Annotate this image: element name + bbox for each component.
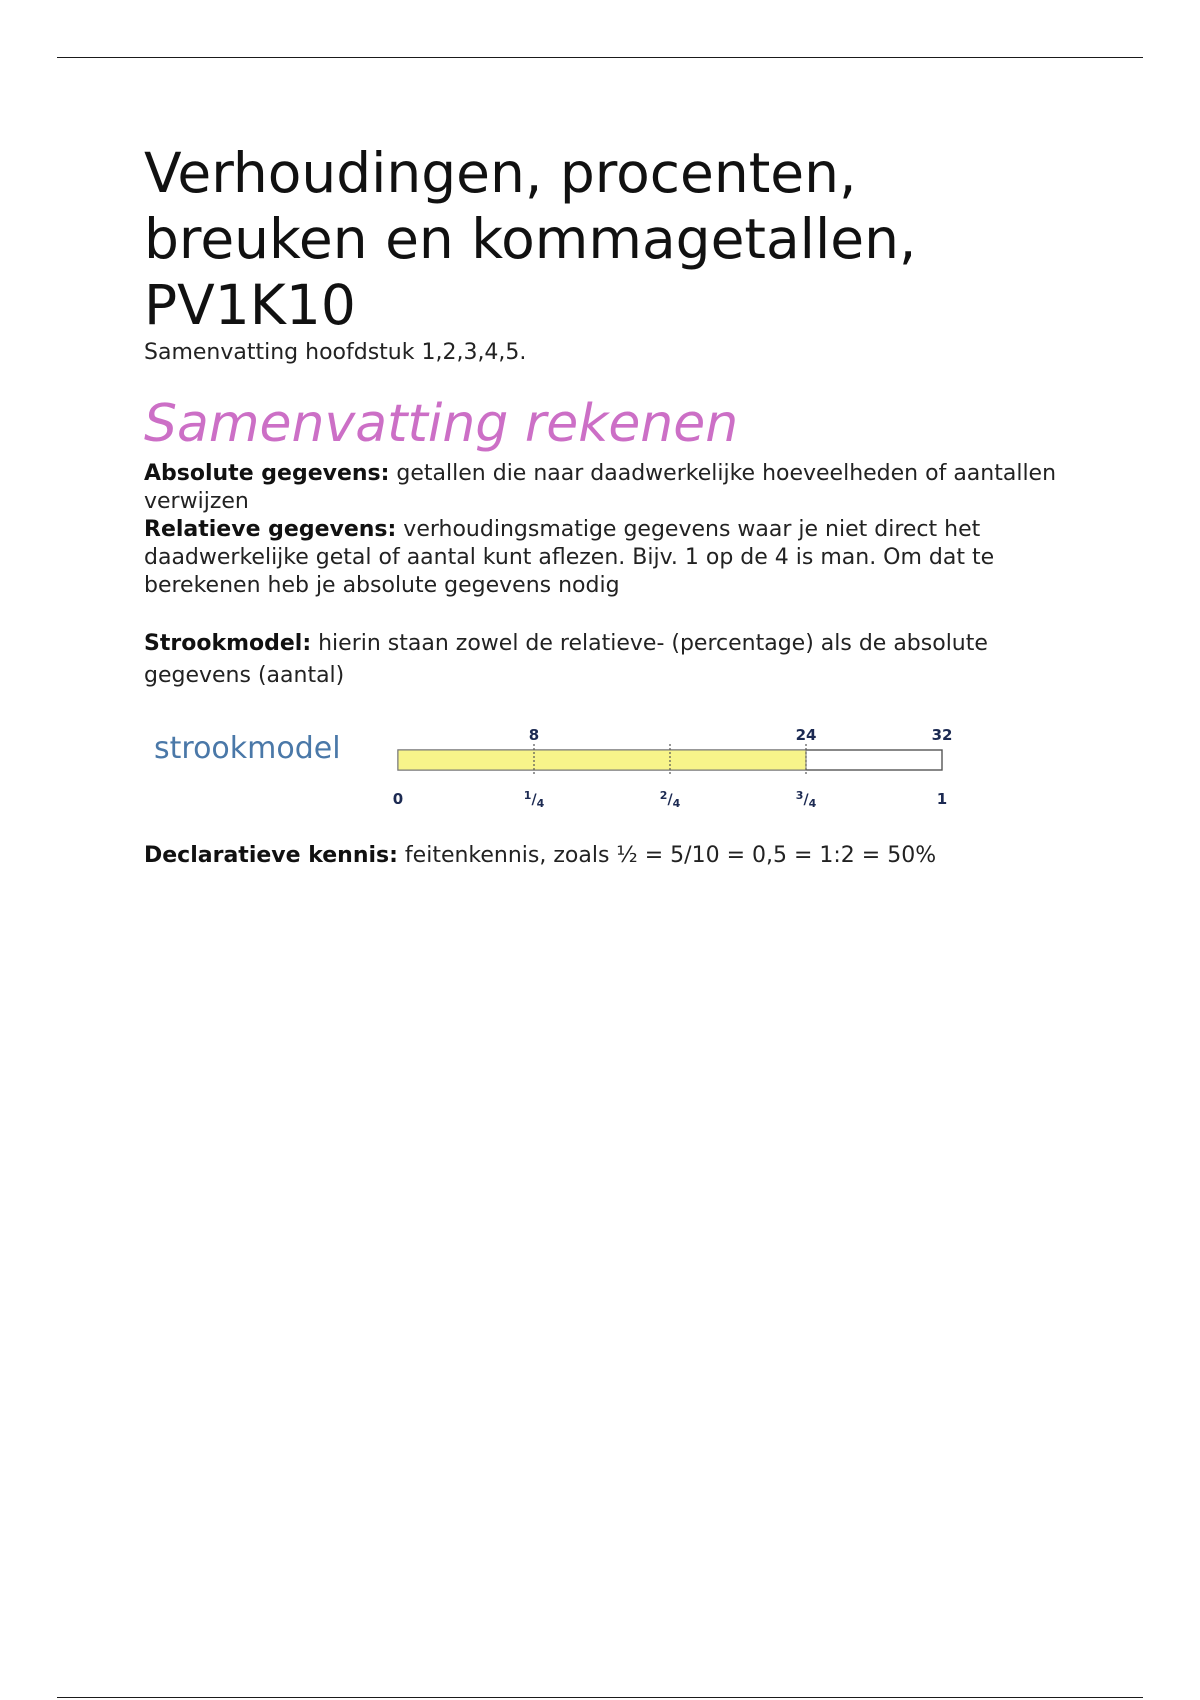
- definition-text: verhoudingsmatige gegevens waar je niet direct het daadwerkelijke getal of aantal kunt aflezen. Bijv. 1 op de 4 is man. Om dat te berekenen heb je absolute gegevens nodig: [144, 517, 995, 598]
- section-heading: Samenvatting rekenen: [144, 394, 739, 454]
- title-line: breuken en kommagetallen,: [144, 207, 917, 271]
- strip-top-label: 24: [795, 726, 817, 744]
- definition-term: Declaratieve kennis:: [144, 843, 398, 868]
- strip-bottom-labels: [393, 789, 947, 810]
- definition-term: Absolute gegevens:: [144, 461, 390, 486]
- footer-rule: [57, 1697, 1143, 1698]
- strip-bottom-label: $^1/_4$: [523, 789, 545, 810]
- document-subtitle: Samenvatting hoofdstuk 1,2,3,4,5.: [144, 340, 527, 365]
- title-line: Verhoudingen, procenten,: [144, 141, 857, 205]
- header-rule: [57, 57, 1143, 58]
- strip-top-labels: [529, 726, 953, 744]
- strookmodel-diagram: [144, 714, 964, 818]
- strip-bottom-label: $^2/_4$: [659, 789, 681, 810]
- definition-term: Relatieve gegevens:: [144, 517, 397, 542]
- definition-term: Strookmodel:: [144, 631, 312, 656]
- paragraph-spacer: [144, 600, 1064, 628]
- document-title: [144, 140, 1064, 338]
- definition-absolute: [144, 460, 1064, 516]
- strookmodel-figure: [144, 714, 964, 818]
- document-body: [144, 140, 1064, 870]
- strip-top-label: 8: [528, 726, 540, 744]
- definition-declaratief: [144, 842, 1064, 870]
- strip-bottom-label: 0: [392, 790, 404, 808]
- strip-filled-portion: [398, 750, 806, 770]
- definition-text: hierin staan zowel de relatieve- (percentage) als de absolute gegevens (aantal): [144, 631, 988, 688]
- strookmodel-label: strookmodel: [154, 731, 341, 766]
- strip-top-label: 32: [931, 726, 953, 744]
- definition-text: getallen die naar daadwerkelijke hoeveelheden of aantallen verwijzen: [144, 461, 1057, 514]
- strip-bottom-label: $^3/_4$: [795, 789, 817, 810]
- definition-strookmodel: [144, 628, 1064, 692]
- definition-relative: [144, 516, 1064, 600]
- definition-text: feitenkennis, zoals ½ = 5/10 = 0,5 = 1:2 = 50%: [397, 843, 937, 868]
- title-line: PV1K10: [144, 273, 356, 337]
- strip-bottom-label: 1: [936, 790, 948, 808]
